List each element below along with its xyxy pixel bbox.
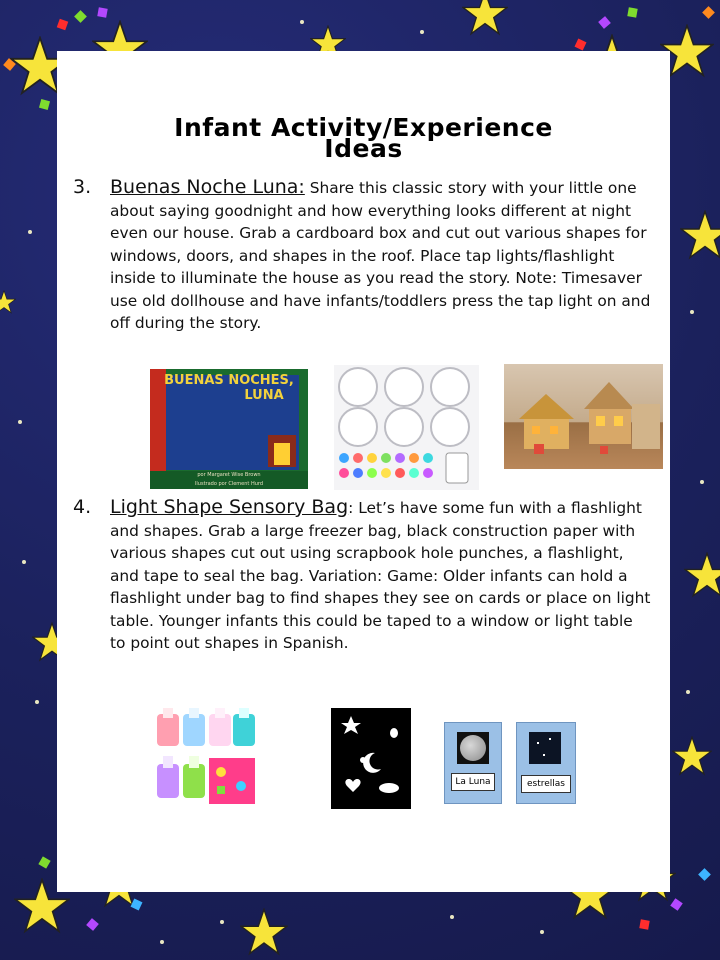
vocab-card-stars	[516, 722, 576, 804]
house-icon	[504, 364, 663, 469]
hole-punches-image	[155, 706, 260, 809]
page-title-line1: Infant Activity/Experience	[174, 113, 553, 142]
star-icon	[0, 290, 16, 314]
activity-heading: Light Shape Sensory Bag	[110, 496, 349, 518]
sky-dot	[220, 920, 224, 924]
cutout-shapes-icon	[331, 708, 411, 809]
sky-dot	[300, 20, 304, 24]
sky-dot	[700, 480, 704, 484]
book-cover-credit-author: por Margaret Wise Brown	[197, 472, 261, 478]
confetti	[598, 16, 611, 29]
confetti	[97, 7, 107, 17]
sky-dot	[18, 420, 22, 424]
book-cover-title-line1: BUENAS NOCHES,	[164, 373, 294, 388]
activity-number: 3.	[73, 176, 92, 198]
confetti	[627, 7, 637, 17]
sky-dot	[420, 30, 424, 34]
activity-number: 4.	[73, 496, 92, 518]
sky-dot	[540, 930, 544, 934]
confetti	[57, 19, 69, 31]
activity-text: : Let’s have some fun with a flashlight and shapes. Grab a large freezer bag, black construction paper with various shapes cut out using scrapbook hole punches, a flashlight, and tape to seal the bag. Variation: Game: Older infants can hold a flashlight under bag to find shapes they see on cards or place on light table. Younger infants this could be taped to a window or light table to point out shapes in Spanish.	[110, 499, 651, 652]
sky-dot	[35, 700, 39, 704]
activity-4	[73, 496, 653, 655]
sky-dot	[690, 310, 694, 314]
book-cover-credit-illustrator: Ilustrado por Clement Hurd	[194, 481, 264, 487]
book-cover-title	[152, 373, 306, 403]
vocab-card-moon	[444, 722, 502, 804]
book-cover-credits	[150, 471, 308, 489]
cardboard-house-image	[504, 364, 663, 469]
sky-dot	[686, 690, 690, 694]
activity-page	[57, 51, 670, 892]
sensory-bag-image	[331, 708, 411, 809]
sky-dot	[450, 915, 454, 919]
tap-lights-icon	[334, 365, 479, 490]
book-cover-title-line2: LUNA	[244, 388, 284, 403]
star-icon	[462, 0, 508, 36]
confetti	[702, 6, 715, 19]
confetti	[639, 919, 649, 929]
stars-image	[529, 732, 561, 764]
confetti	[698, 868, 711, 881]
sky-dot	[160, 940, 164, 944]
activity-text: Share this classic story with your little one about saying goodnight and how everything looks different at night even our house. Grab a cardboard box and cut out various shapes for windows, doors, and shapes in the roof. Place tap lights/flashlight inside to illuminate the house as you read the story. Note: Timesaver use old dollhouse and have infants/toddlers press the tap light on and off during the story.	[110, 179, 651, 332]
vocab-card-label: La Luna	[451, 773, 495, 791]
hole-punch-icon	[155, 706, 260, 809]
activity-body	[110, 496, 653, 655]
sky-dot	[22, 560, 26, 564]
vocab-card-label: estrellas	[521, 775, 571, 793]
star-icon	[680, 210, 720, 260]
confetti	[38, 856, 50, 868]
star-icon	[684, 552, 720, 598]
book-cover-image	[150, 369, 308, 489]
page-title	[57, 113, 670, 163]
star-icon	[672, 736, 712, 776]
star-icon	[240, 908, 288, 956]
page-title-line2: Ideas	[324, 134, 403, 163]
confetti	[74, 10, 87, 23]
tap-lights-image	[334, 365, 479, 490]
confetti	[39, 99, 50, 110]
activity-body	[110, 176, 653, 335]
activity-heading: Buenas Noche Luna:	[110, 176, 305, 198]
confetti	[86, 918, 99, 931]
moon-image	[457, 732, 489, 764]
sky-dot	[28, 230, 32, 234]
activity-3	[73, 176, 653, 335]
